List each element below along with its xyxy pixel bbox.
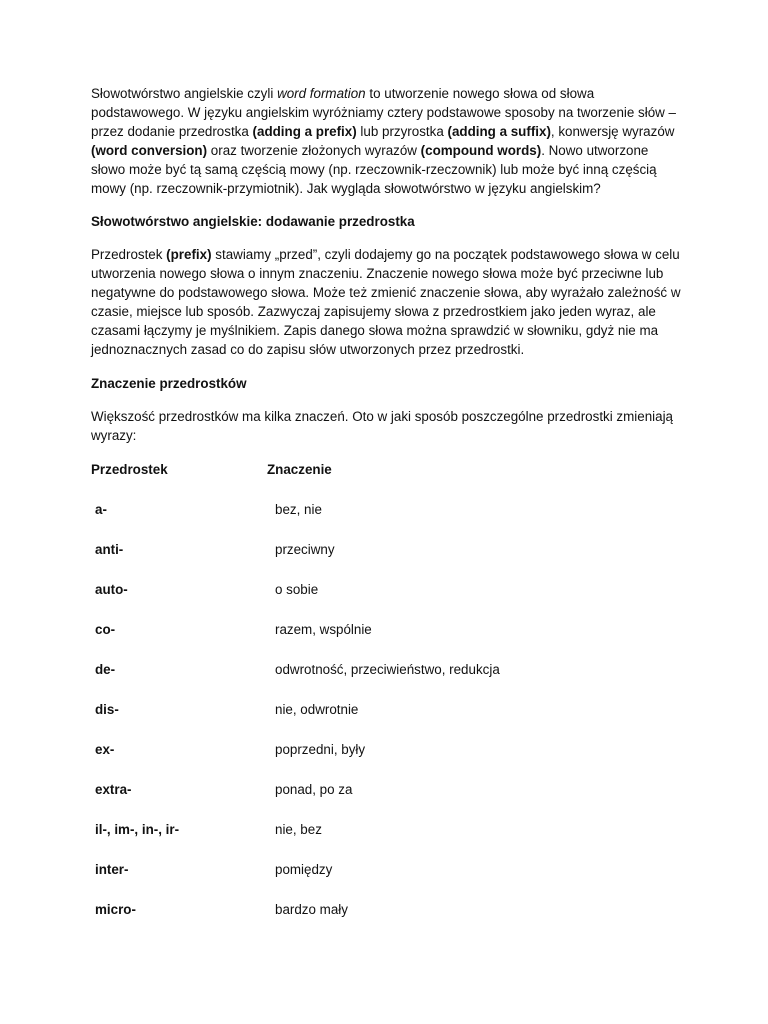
meaning-cell: bez, nie [275,502,322,517]
prefix-text: stawiamy „przed”, czyli dodajemy go na początek podstawowego słowa w celu utworzenia nowego słowa o innym znaczeniu. Znaczenie nowego słowa może być przeciwne lub negatywne do podstawowego słowa. Może też zmienić znaczenie słowa, aby wyrażało zależność w czasie, miejsce lub sposób. Zazwyczaj zapisujemy słowa z przedrostkiem jako jeden wyraz, ale czasami łączymy je myślnikiem. Zapis danego słowa można sprawdzić w słowniku, gdyż nie ma jednoznacznych zasad co do zapisu słów utworzonych przez przedrostki. [91,247,681,357]
table-row [91,620,681,660]
meaning-cell: nie, odwrotnie [275,702,359,717]
intro-term-word-formation: word formation [277,86,366,101]
meaning-cell: ponad, po za [275,782,353,797]
meaning-cell: pomiędzy [275,862,333,877]
prefix-cell: dis- [95,702,119,717]
intro-text: to utworzenie nowego słowa od słowa podstawowego. W języku angielskim wyróżniamy cztery podstawowe sposoby na tworzenie słów – przez dodanie przedrostka [91,86,676,139]
prefix-table-header [91,460,681,479]
meaning-cell: o sobie [275,582,319,597]
prefix-cell: extra- [95,782,132,797]
prefix-cell: micro- [95,902,136,917]
intro-term-adding-suffix: (adding a suffix) [447,124,551,139]
prefix-term: (prefix) [166,247,212,262]
intro-text: Słowotwórstwo angielskie czyli [91,86,278,101]
prefix-cell: anti- [95,542,124,557]
table-row [91,660,681,700]
meaning-cell: poprzedni, były [275,742,366,757]
document-page [91,84,681,940]
meaning-cell: przeciwny [275,542,335,557]
table-row [91,780,681,820]
prefix-paragraph [91,245,681,359]
intro-text: , konwersję wyrazów [550,124,675,139]
prefix-table [91,500,681,940]
intro-paragraph [91,84,681,198]
table-row [91,860,681,900]
intro-term-compound-words: (compound words) [420,143,542,158]
prefix-cell: ex- [95,742,115,757]
section-heading-meaning: Znaczenie przedrostków [91,376,247,391]
table-row [91,900,681,940]
table-row [91,580,681,620]
intro-text: oraz tworzenie złożonych wyrazów [207,143,421,158]
table-row [91,500,681,540]
prefix-cell: a- [95,502,107,517]
table-row [91,700,681,740]
intro-term-word-conversion: (word conversion) [91,143,208,158]
prefix-cell: inter- [95,862,129,877]
section-heading-prefix: Słowotwórstwo angielskie: dodawanie przedrostka [91,214,415,229]
prefix-cell: il-, im-, in-, ir- [95,822,180,837]
header-meaning: Znaczenie [267,462,332,477]
intro-text: . Nowo utworzone słowo może być tą samą częścią mowy (np. rzeczownik-rzeczownik) lub może być inną częścią mowy (np. rzeczownik-przymiotnik). Jak wygląda słowotwórstwo w języku angielskim? [91,143,657,196]
prefix-cell: de- [95,662,116,677]
meaning-cell: nie, bez [275,822,322,837]
meaning-cell: odwrotność, przeciwieństwo, redukcja [275,662,500,677]
intro-text: lub przyrostka [356,124,448,139]
header-prefix: Przedrostek [91,462,168,477]
prefix-cell: auto- [95,582,128,597]
prefix-cell: co- [95,622,116,637]
table-row [91,740,681,780]
meaning-paragraph: Większość przedrostków ma kilka znaczeń. Oto w jaki sposób poszczególne przedrostki zmieniają wyrazy: [91,409,673,443]
intro-term-adding-prefix: (adding a prefix) [252,124,357,139]
prefix-text: Przedrostek [91,247,167,262]
table-row [91,540,681,580]
meaning-cell: razem, wspólnie [275,622,372,637]
meaning-cell: bardzo mały [275,902,348,917]
table-row [91,820,681,860]
